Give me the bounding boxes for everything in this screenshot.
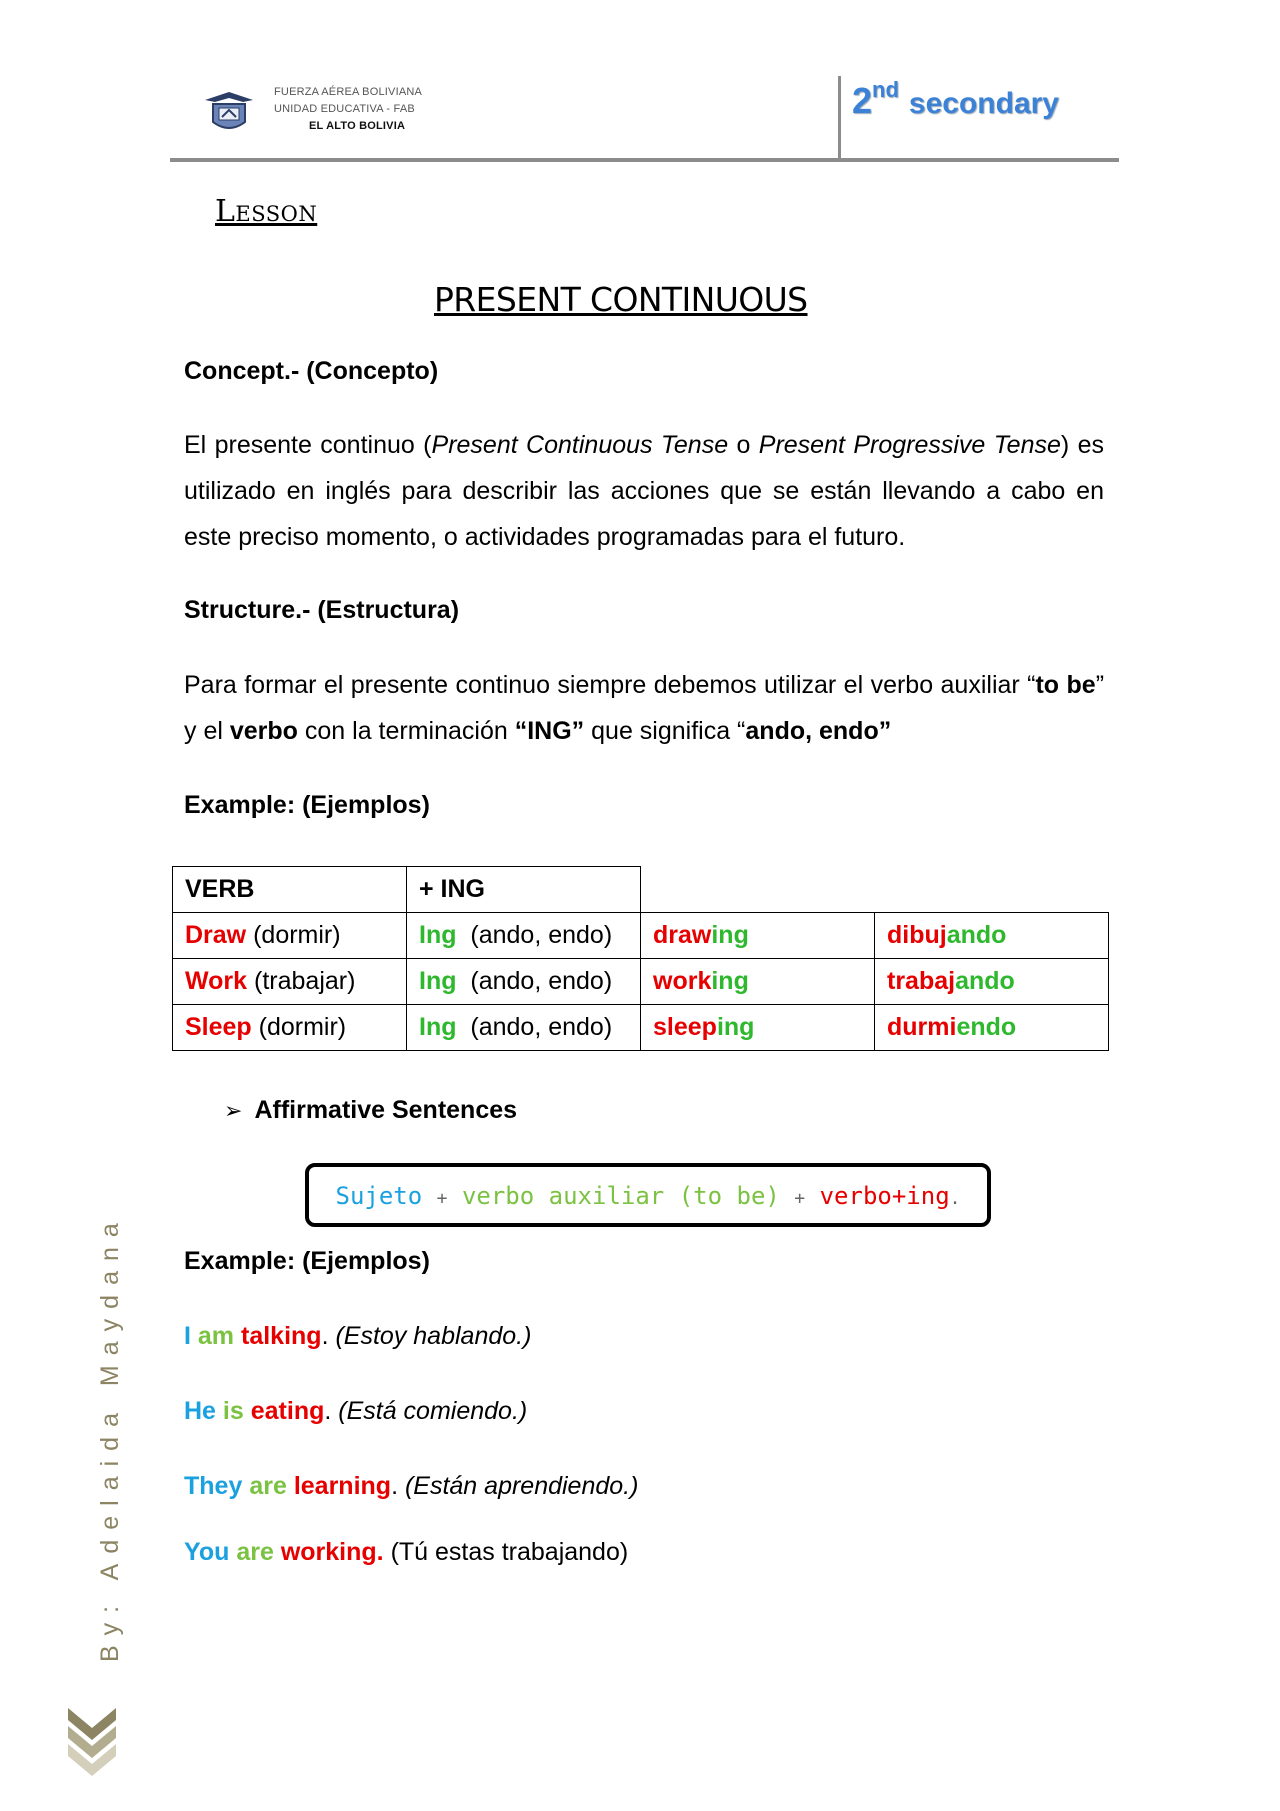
table-row xyxy=(173,913,1109,959)
example-translation: (Tú estas trabajando) xyxy=(383,1538,629,1566)
verb-en: Sleep xyxy=(185,1013,252,1041)
structure-bold-2: verbo xyxy=(229,717,298,745)
gerund-stem: draw xyxy=(653,921,712,949)
structure-formula-box xyxy=(305,1163,991,1227)
table-row xyxy=(173,959,1109,1005)
affirmative-heading xyxy=(224,1096,517,1125)
formula-verb: verbo+ing xyxy=(819,1182,950,1210)
chevron-down-icon xyxy=(64,1704,120,1780)
example-dot: . xyxy=(321,1322,329,1350)
structure-paragraph xyxy=(184,662,1104,754)
ing-meaning: (ando, endo) xyxy=(456,967,613,995)
example-aux: is xyxy=(222,1397,244,1425)
ing-meaning: (ando, endo) xyxy=(456,1013,613,1041)
example-aux: are xyxy=(236,1538,274,1566)
institution-line-1: FUERZA AÉREA BOLIVIANA xyxy=(274,86,423,98)
table-empty-cell xyxy=(875,867,1109,913)
verb-cell xyxy=(173,913,407,959)
gerund-cell xyxy=(641,1005,875,1051)
ing-cell xyxy=(407,913,641,959)
ing-label: Ing xyxy=(419,1013,457,1041)
header-divider-vertical xyxy=(838,76,841,161)
gerund-es-cell xyxy=(875,959,1109,1005)
grade-number: 2 xyxy=(852,80,873,121)
affirmative-heading-text: Affirmative Sentences xyxy=(254,1096,518,1124)
example-heading: Example: (Ejemplos) xyxy=(184,791,430,819)
institution-line-3: EL ALTO BOLIVIA xyxy=(309,120,406,132)
gerund-suffix: ing xyxy=(711,967,749,995)
example-dot: . xyxy=(391,1472,399,1500)
structure-heading: Structure.- (Estructura) xyxy=(184,596,460,624)
gerund-es-stem: durmi xyxy=(887,1013,957,1041)
gerund-cell xyxy=(641,913,875,959)
structure-text-3: con la terminación xyxy=(297,717,515,745)
verb-en: Work xyxy=(185,967,248,995)
ing-label: Ing xyxy=(419,921,457,949)
grade-word: secondary xyxy=(908,87,1059,120)
ing-meaning: (ando, endo) xyxy=(456,921,613,949)
concept-text-2: o xyxy=(728,431,759,459)
example-translation: (Está comiendo.) xyxy=(331,1397,528,1425)
example-sentence xyxy=(184,1472,638,1501)
formula-subject: Sujeto xyxy=(335,1182,423,1210)
gerund-es-suffix: endo xyxy=(956,1013,1017,1041)
gerund-es-suffix: ando xyxy=(946,921,1007,949)
example-subject: He xyxy=(184,1397,216,1425)
gerund-cell xyxy=(641,959,875,1005)
table-header-row xyxy=(173,867,1109,913)
gerund-es-stem: dibuj xyxy=(887,921,947,949)
formula-aux: verbo auxiliar (to be) xyxy=(461,1182,780,1210)
concept-paragraph xyxy=(184,422,1104,560)
institution-line-2: UNIDAD EDUCATIVA - FAB xyxy=(274,103,415,115)
verb-en: Draw xyxy=(185,921,247,949)
concept-text-1: El presente continuo ( xyxy=(184,431,432,459)
structure-text-2: ” y el xyxy=(184,671,1105,745)
ing-label: Ing xyxy=(419,967,457,995)
example-aux: are xyxy=(249,1472,287,1500)
author-byline: By: Adelaida Maydana xyxy=(96,1213,124,1662)
structure-text-4: que significa “ xyxy=(584,717,746,745)
gerund-es-stem: trabaj xyxy=(887,967,956,995)
verb-table xyxy=(172,866,1109,1051)
school-crest-logo xyxy=(203,86,255,136)
structure-text-1: Para formar el presente continuo siempre debemos utilizar el verbo auxiliar “ xyxy=(184,671,1036,699)
concept-text-3: ) es utilizado en inglés para describir las acciones que se están llevando a cabo en este preciso momento, o actividades programadas para el futuro. xyxy=(184,431,1105,551)
page-title: PRESENT CONTINUOUS xyxy=(434,280,808,319)
header-divider xyxy=(170,158,1119,162)
institution-name xyxy=(274,84,422,135)
example-translation: (Están aprendiendo.) xyxy=(398,1472,639,1500)
example-heading-2: Example: (Ejemplos) xyxy=(184,1247,430,1275)
example-aux: am xyxy=(197,1322,235,1350)
gerund-stem: work xyxy=(653,967,712,995)
ing-cell xyxy=(407,1005,641,1051)
table-header-cell: VERB xyxy=(173,867,407,913)
gerund-stem: sleep xyxy=(653,1013,717,1041)
example-sentence xyxy=(184,1538,628,1567)
example-subject: They xyxy=(184,1472,243,1500)
verb-es: (dormir) xyxy=(251,1013,347,1041)
concept-term-1: Present Continuous Tense xyxy=(431,431,729,459)
verb-es: (trabajar) xyxy=(247,967,356,995)
gerund-suffix: ing xyxy=(716,1013,755,1041)
table-row xyxy=(173,1005,1109,1051)
example-sentence xyxy=(184,1322,531,1351)
verb-cell xyxy=(173,1005,407,1051)
example-sentence xyxy=(184,1397,527,1426)
example-verb: working. xyxy=(280,1538,384,1566)
structure-bold-3: “ING” xyxy=(514,717,585,745)
grade-suffix: nd xyxy=(872,77,899,102)
ing-cell xyxy=(407,959,641,1005)
structure-bold-1: to be xyxy=(1035,671,1096,699)
example-verb: learning xyxy=(293,1472,392,1500)
arrow-bullet-icon: ➢ xyxy=(224,1098,243,1123)
example-verb: eating xyxy=(250,1397,325,1425)
structure-bold-4: ando, endo” xyxy=(745,717,892,745)
example-verb: talking xyxy=(241,1322,322,1350)
gerund-es-cell xyxy=(875,913,1109,959)
example-dot: . xyxy=(324,1397,332,1425)
formula-plus: + xyxy=(794,1188,806,1209)
example-translation: (Estoy hablando.) xyxy=(328,1322,532,1350)
gerund-suffix: ing xyxy=(711,921,749,949)
gerund-es-suffix: ando xyxy=(955,967,1015,995)
example-subject: I xyxy=(184,1322,191,1350)
formula-plus: + xyxy=(436,1188,448,1209)
formula-end: . xyxy=(949,1188,961,1209)
grade-label xyxy=(852,77,1059,122)
verb-cell xyxy=(173,959,407,1005)
lesson-label: Lesson xyxy=(215,194,318,229)
table-empty-cell xyxy=(641,867,875,913)
concept-term-2: Present Progressive Tense xyxy=(758,431,1061,459)
verb-es: (dormir) xyxy=(246,921,341,949)
table-header-cell: + ING xyxy=(407,867,641,913)
concept-heading: Concept.- (Concepto) xyxy=(184,357,439,385)
gerund-es-cell xyxy=(875,1005,1109,1051)
example-subject: You xyxy=(184,1538,230,1566)
